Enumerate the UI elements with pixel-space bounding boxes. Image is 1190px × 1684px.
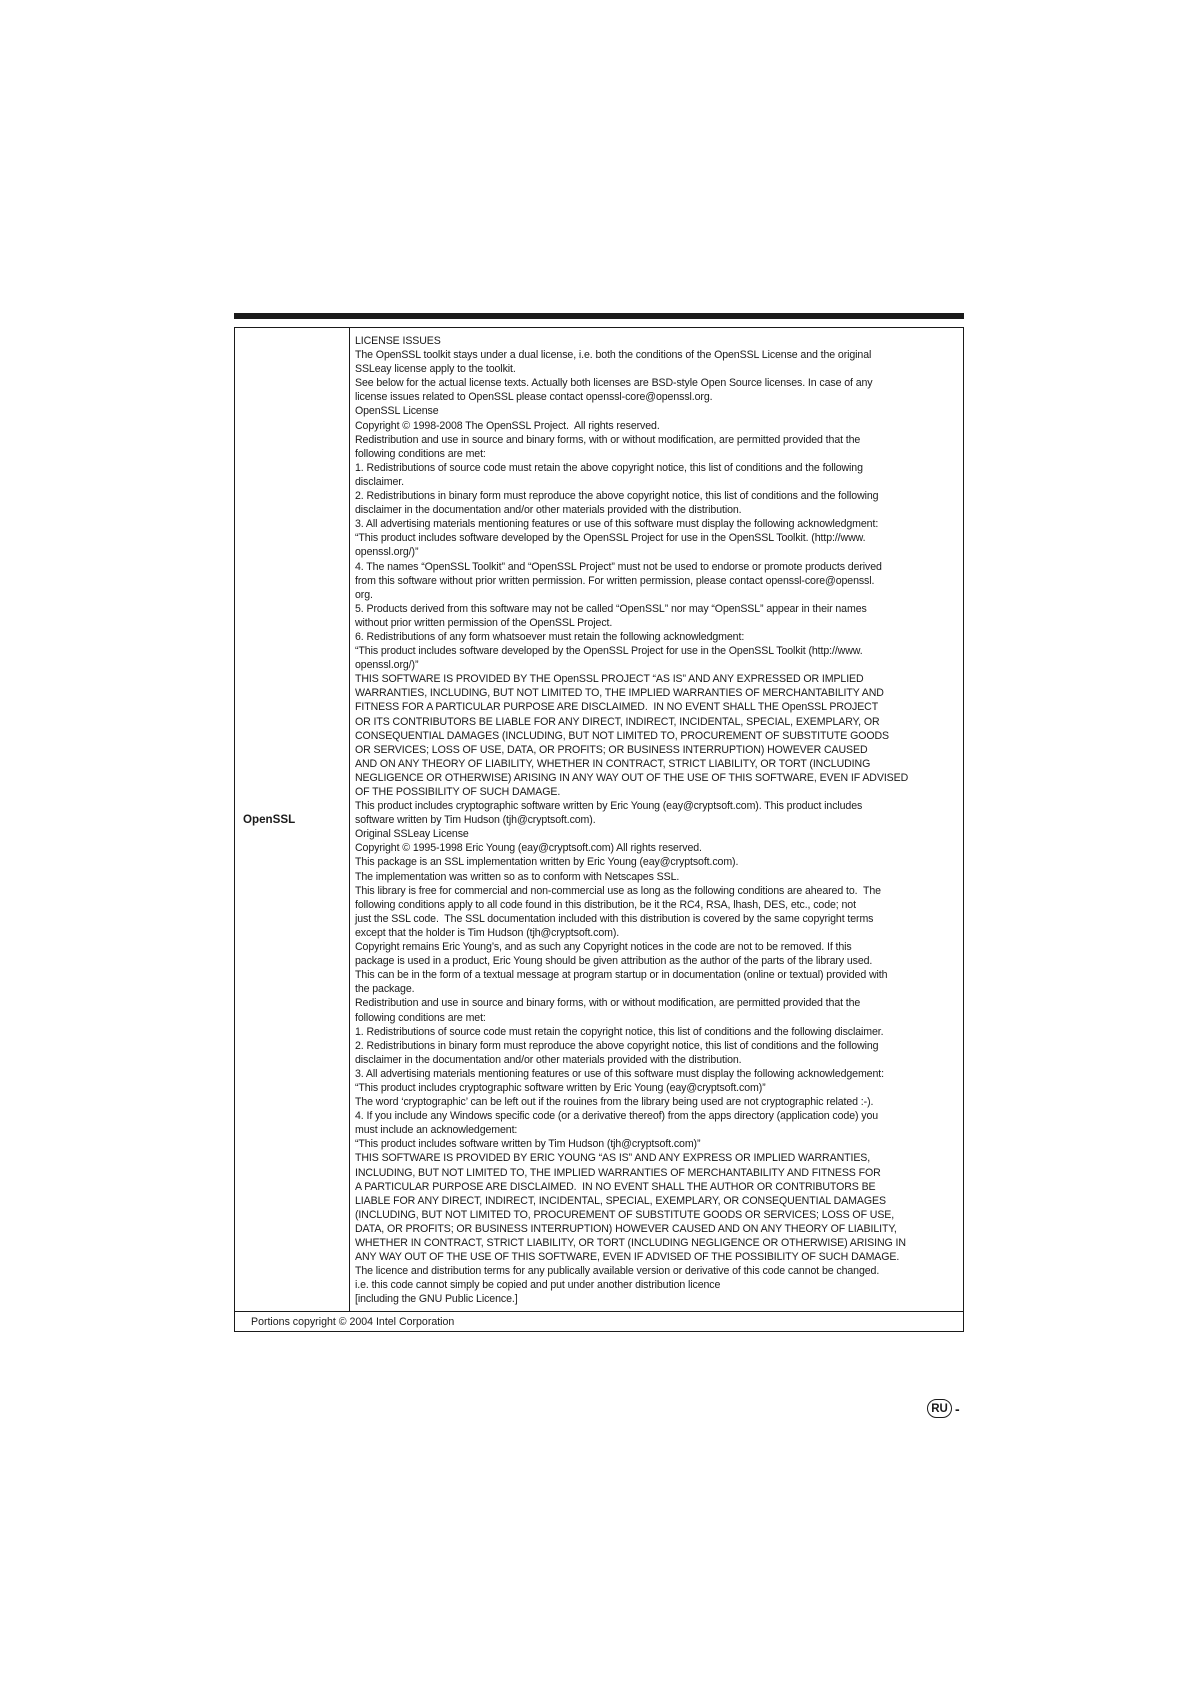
- copyright-footer: Portions copyright © 2004 Intel Corporation: [251, 1315, 455, 1328]
- license-line: ANY WAY OUT OF THE USE OF THIS SOFTWARE, EVEN IF ADVISED OF THE POSSIBILITY OF SUCH DAMAGE.: [355, 1251, 900, 1264]
- top-rule: [234, 313, 964, 319]
- license-line: Copyright © 1995-1998 Eric Young (eay@cryptsoft.com) All rights reserved.: [355, 842, 702, 855]
- license-line: 2. Redistributions in binary form must reproduce the above copyright notice, this list of conditions and the following: [355, 1039, 879, 1052]
- license-line: 6. Redistributions of any form whatsoever must retain the following acknowledgment:: [355, 630, 745, 643]
- license-line: “This product includes software developed by the OpenSSL Project for use in the OpenSSL Toolkit (http://www.: [355, 645, 863, 658]
- license-line: “This product includes software developed by the OpenSSL Project for use in the OpenSSL Toolkit. (http://www.: [355, 532, 866, 545]
- license-line: THIS SOFTWARE IS PROVIDED BY THE OpenSSL PROJECT “AS IS” AND ANY EXPRESSED OR IMPLIED: [355, 673, 864, 686]
- license-line: OR ITS CONTRIBUTORS BE LIABLE FOR ANY DIRECT, INDIRECT, INCIDENTAL, SPECIAL, EXEMPLARY, OR: [355, 715, 880, 728]
- license-line: This can be in the form of a textual message at program startup or in documentation (online or textual) provided with: [355, 969, 888, 982]
- license-line: A PARTICULAR PURPOSE ARE DISCLAIMED. IN NO EVENT SHALL THE AUTHOR OR CONTRIBUTORS BE: [355, 1180, 876, 1193]
- license-line: 5. Products derived from this software may not be called “OpenSSL” nor may “OpenSSL” appear in their names: [355, 602, 867, 615]
- license-line: INCLUDING, BUT NOT LIMITED TO, THE IMPLIED WARRANTIES OF MERCHANTABILITY AND FITNESS FOR: [355, 1166, 881, 1179]
- license-name-label: OpenSSL: [235, 328, 350, 1311]
- page-marker: [927, 1399, 960, 1418]
- license-line: SSLeay license apply to the toolkit.: [355, 363, 516, 376]
- license-line: 3. All advertising materials mentioning features or use of this software must display the following acknowledgement:: [355, 1067, 884, 1080]
- license-line: 2. Redistributions in binary form must reproduce the above copyright notice, this list of conditions and the following: [355, 490, 879, 503]
- license-line: 1. Redistributions of source code must retain the copyright notice, this list of conditions and the following disclaimer.: [355, 1025, 884, 1038]
- license-line: software written by Tim Hudson (tjh@cryptsoft.com).: [355, 814, 596, 827]
- license-line: disclaimer in the documentation and/or other materials provided with the distribution.: [355, 504, 742, 517]
- license-line: 3. All advertising materials mentioning features or use of this software must display the following acknowledgment:: [355, 518, 879, 531]
- license-line: Original SSLeay License: [355, 828, 469, 841]
- license-line: 4. If you include any Windows specific code (or a derivative thereof) from the apps directory (application code) you: [355, 1110, 879, 1123]
- license-line: This library is free for commercial and non-commercial use as long as the following conditions are aheared to. The: [355, 884, 881, 897]
- license-line: following conditions apply to all code found in this distribution, be it the RC4, RSA, lhash, DES, etc., code; not: [355, 898, 856, 911]
- license-text: [350, 328, 963, 1311]
- license-line: LIABLE FOR ANY DIRECT, INDIRECT, INCIDENTAL, SPECIAL, EXEMPLARY, OR CONSEQUENTIAL DAMAGES: [355, 1194, 886, 1207]
- license-line: LICENSE ISSUES: [355, 335, 441, 347]
- license-line: 4. The names “OpenSSL Toolkit” and “OpenSSL Project” must not be used to endorse or promote products derived: [355, 560, 882, 573]
- license-line: Copyright © 1998-2008 The OpenSSL Project. All rights reserved.: [355, 419, 660, 432]
- license-line: CONSEQUENTIAL DAMAGES (INCLUDING, BUT NOT LIMITED TO, PROCUREMENT OF SUBSTITUTE GOODS: [355, 729, 890, 742]
- license-table: [234, 327, 964, 1332]
- license-line: OR SERVICES; LOSS OF USE, DATA, OR PROFITS; OR BUSINESS INTERRUPTION) HOWEVER CAUSED: [355, 743, 868, 756]
- license-line: AND ON ANY THEORY OF LIABILITY, WHETHER IN CONTRACT, STRICT LIABILITY, OR TORT (INCLUDING: [355, 757, 871, 770]
- license-row-openssl: [235, 328, 963, 1312]
- license-line: THIS SOFTWARE IS PROVIDED BY ERIC YOUNG “AS IS” AND ANY EXPRESS OR IMPLIED WARRANTIES,: [355, 1152, 871, 1165]
- license-line: just the SSL code. The SSL documentation included with this distribution is covered by the same copyright terms: [355, 912, 874, 925]
- license-line: “This product includes software written by Tim Hudson (tjh@cryptsoft.com)”: [355, 1138, 701, 1151]
- license-line: WARRANTIES, INCLUDING, BUT NOT LIMITED TO, THE IMPLIED WARRANTIES OF MERCHANTABILITY AND: [355, 687, 884, 700]
- license-line: disclaimer in the documentation and/or other materials provided with the distribution.: [355, 1053, 742, 1066]
- license-line: “This product includes cryptographic software written by Eric Young (eay@cryptsoft.com)”: [355, 1081, 766, 1094]
- license-line: See below for the actual license texts. Actually both licenses are BSD-style Open Source licenses. In case of any: [355, 377, 873, 390]
- page-number: -: [955, 1400, 960, 1417]
- license-line: from this software without prior written permission. For written permission, please contact openssl-core@openssl.: [355, 574, 875, 587]
- license-line: The implementation was written so as to conform with Netscapes SSL.: [355, 870, 680, 883]
- language-badge: RU: [927, 1399, 952, 1418]
- license-line: except that the holder is Tim Hudson (tjh@cryptsoft.com).: [355, 926, 620, 939]
- license-line: OpenSSL License: [355, 405, 439, 418]
- license-line: Redistribution and use in source and binary forms, with or without modification, are permitted provided that the: [355, 433, 861, 446]
- license-line: Copyright remains Eric Young’s, and as such any Copyright notices in the code are not to be removed. If this: [355, 941, 852, 954]
- license-line: must include an acknowledgement:: [355, 1124, 518, 1137]
- license-line: following conditions are met:: [355, 1011, 486, 1024]
- license-line: i.e. this code cannot simply be copied and put under another distribution licence: [355, 1279, 721, 1292]
- license-line: This product includes cryptographic software written by Eric Young (eay@cryptsoft.com). This product includes: [355, 800, 863, 813]
- license-line: DATA, OR PROFITS; OR BUSINESS INTERRUPTION) HOWEVER CAUSED AND ON ANY THEORY OF LIABILITY,: [355, 1222, 897, 1235]
- license-line: license issues related to OpenSSL please contact openssl-core@openssl.org.: [355, 391, 713, 404]
- license-line: openssl.org/)”: [355, 546, 419, 559]
- license-line: The licence and distribution terms for any publically available version or derivative of this code cannot be changed.: [355, 1265, 880, 1278]
- license-line: without prior written permission of the OpenSSL Project.: [355, 616, 613, 629]
- license-line: NEGLIGENCE OR OTHERWISE) ARISING IN ANY WAY OUT OF THE USE OF THIS SOFTWARE, EVEN IF ADVISED: [355, 771, 909, 784]
- license-line: disclaimer.: [355, 475, 404, 488]
- license-line: package is used in a product, Eric Young should be given attribution as the author of the parts of the library used.: [355, 955, 873, 968]
- license-line: openssl.org/)”: [355, 659, 419, 672]
- license-line: The OpenSSL toolkit stays under a dual license, i.e. both the conditions of the OpenSSL License and the original: [355, 349, 872, 362]
- license-line: (INCLUDING, BUT NOT LIMITED TO, PROCUREMENT OF SUBSTITUTE GOODS OR SERVICES; LOSS OF USE,: [355, 1208, 895, 1221]
- license-line: This package is an SSL implementation written by Eric Young (eay@cryptsoft.com).: [355, 856, 739, 869]
- license-line: The word ‘cryptographic’ can be left out if the rouines from the library being used are not cryptographic related :-).: [355, 1096, 874, 1109]
- license-line: Redistribution and use in source and binary forms, with or without modification, are permitted provided that the: [355, 997, 861, 1010]
- license-line: [including the GNU Public Licence.]: [355, 1293, 518, 1306]
- license-line: the package.: [355, 983, 415, 996]
- license-line: 1. Redistributions of source code must retain the above copyright notice, this list of conditions and the following: [355, 461, 863, 474]
- license-line: OF THE POSSIBILITY OF SUCH DAMAGE.: [355, 786, 561, 798]
- license-line: org.: [355, 588, 373, 601]
- license-line: FITNESS FOR A PARTICULAR PURPOSE ARE DISCLAIMED. IN NO EVENT SHALL THE OpenSSL PROJECT: [355, 701, 879, 714]
- license-line: WHETHER IN CONTRACT, STRICT LIABILITY, OR TORT (INCLUDING NEGLIGENCE OR OTHERWISE) ARISING IN: [355, 1237, 906, 1249]
- license-line: following conditions are met:: [355, 447, 486, 460]
